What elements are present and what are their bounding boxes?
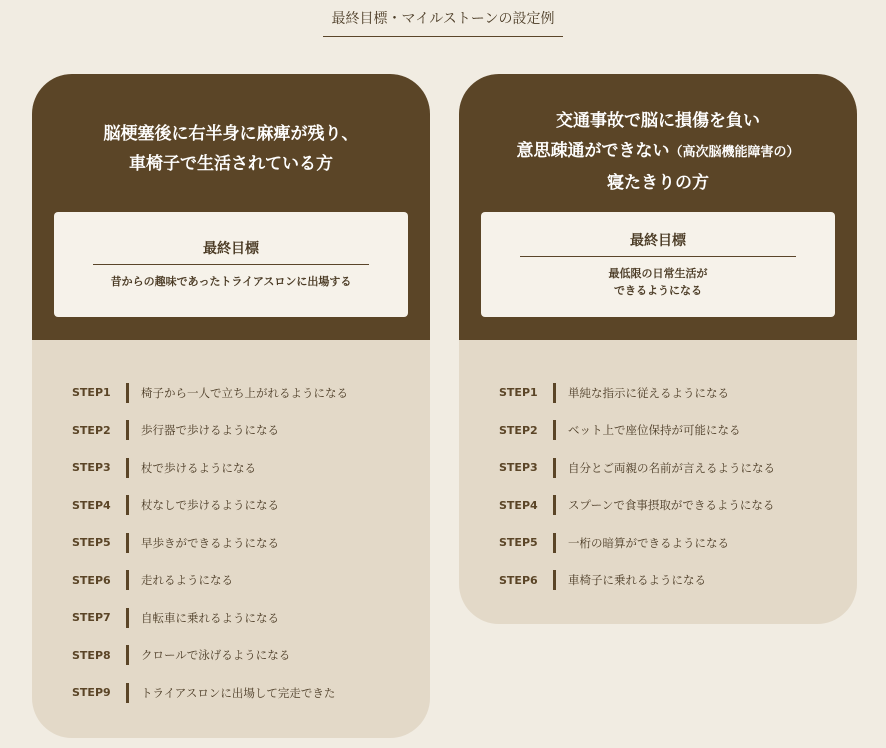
step-divider — [126, 495, 129, 515]
step-number: STEP4 — [499, 498, 538, 512]
milestone-step — [72, 637, 410, 675]
milestone-step — [72, 449, 410, 487]
step-number: STEP1 — [72, 386, 111, 400]
step-text: スプーンで食事摂取ができるようになる — [568, 498, 775, 513]
milestone-list — [499, 374, 837, 599]
step-divider — [553, 420, 556, 440]
step-number: STEP2 — [72, 423, 111, 437]
milestone-step — [499, 374, 837, 412]
case-title — [32, 119, 430, 179]
step-text: 一桁の暗算ができるようになる — [568, 535, 729, 550]
step-text: 早歩きができるようになる — [141, 535, 279, 550]
final-goal-box — [481, 212, 835, 317]
page-heading — [0, 8, 886, 37]
final-goal-label: 最終目標 — [93, 238, 369, 265]
step-text: ベット上で座位保持が可能になる — [568, 423, 741, 438]
final-goal-line: 昔からの趣味であったトライアスロンに出場する — [110, 275, 352, 288]
milestone-step — [72, 412, 410, 450]
final-goal-text — [54, 273, 408, 290]
milestone-step — [72, 599, 410, 637]
case-title-line: 寝たきりの方 — [607, 173, 709, 193]
case-title-note: （高次脳機能障害の） — [669, 145, 800, 160]
case-title-line: 車椅子で生活されている方 — [129, 154, 333, 174]
milestone-step — [72, 524, 410, 562]
step-text: 自転車に乗れるようになる — [141, 610, 279, 625]
step-number: STEP6 — [72, 573, 111, 587]
milestone-step — [499, 562, 837, 600]
step-divider — [553, 570, 556, 590]
step-divider — [126, 645, 129, 665]
step-number: STEP4 — [72, 498, 111, 512]
case-card-stroke — [32, 74, 430, 738]
case-card-brain-injury — [459, 74, 857, 624]
step-number: STEP3 — [72, 461, 111, 475]
step-text: 単純な指示に従えるようになる — [568, 385, 729, 400]
step-text: 杖で歩けるようになる — [141, 460, 256, 475]
step-text: クロールで泳げるようになる — [141, 648, 291, 663]
step-divider — [126, 458, 129, 478]
case-title — [459, 106, 857, 198]
case-header — [32, 74, 430, 340]
final-goal-label: 最終目標 — [520, 230, 796, 257]
step-divider — [126, 533, 129, 553]
case-title-line: 脳梗塞後に右半身に麻痺が残り、 — [103, 124, 359, 144]
milestone-step — [499, 524, 837, 562]
milestone-step — [499, 449, 837, 487]
step-text: 歩行器で歩けるようになる — [141, 423, 279, 438]
final-goal-line: できるようになる — [614, 284, 702, 297]
step-text: 自分とご両親の名前が言えるようになる — [568, 460, 775, 475]
step-number: STEP1 — [499, 386, 538, 400]
milestone-step — [72, 487, 410, 525]
case-header — [459, 74, 857, 340]
step-number: STEP3 — [499, 461, 538, 475]
milestone-step — [72, 374, 410, 412]
step-number: STEP5 — [72, 536, 111, 550]
final-goal-text — [481, 265, 835, 299]
milestone-step — [72, 674, 410, 712]
step-divider — [126, 383, 129, 403]
step-text: 杖なしで歩けるようになる — [141, 498, 279, 513]
step-number: STEP9 — [72, 686, 111, 700]
case-title-line: 交通事故で脳に損傷を負い — [556, 111, 760, 131]
step-text: 走れるようになる — [141, 573, 233, 588]
step-number: STEP2 — [499, 423, 538, 437]
step-divider — [126, 570, 129, 590]
milestone-step — [499, 412, 837, 450]
step-divider — [126, 420, 129, 440]
step-number: STEP7 — [72, 611, 111, 625]
step-text: 車椅子に乗れるようになる — [568, 573, 706, 588]
step-divider — [553, 495, 556, 515]
step-number: STEP8 — [72, 648, 111, 662]
step-text: 椅子から一人で立ち上がれるようになる — [141, 385, 348, 400]
step-divider — [553, 458, 556, 478]
step-divider — [126, 608, 129, 628]
step-text: トライアスロンに出場して完走できた — [141, 685, 336, 700]
step-divider — [553, 533, 556, 553]
step-divider — [553, 383, 556, 403]
page-heading-text: 最終目標・マイルストーンの設定例 — [323, 8, 562, 37]
step-number: STEP6 — [499, 573, 538, 587]
final-goal-line: 最低限の日常生活が — [608, 267, 708, 280]
final-goal-box — [54, 212, 408, 317]
case-title-line — [459, 136, 857, 168]
milestone-step — [72, 562, 410, 600]
case-title-text: 意思疎通ができない — [516, 141, 670, 161]
milestone-list — [72, 374, 410, 712]
step-number: STEP5 — [499, 536, 538, 550]
milestone-step — [499, 487, 837, 525]
step-divider — [126, 683, 129, 703]
